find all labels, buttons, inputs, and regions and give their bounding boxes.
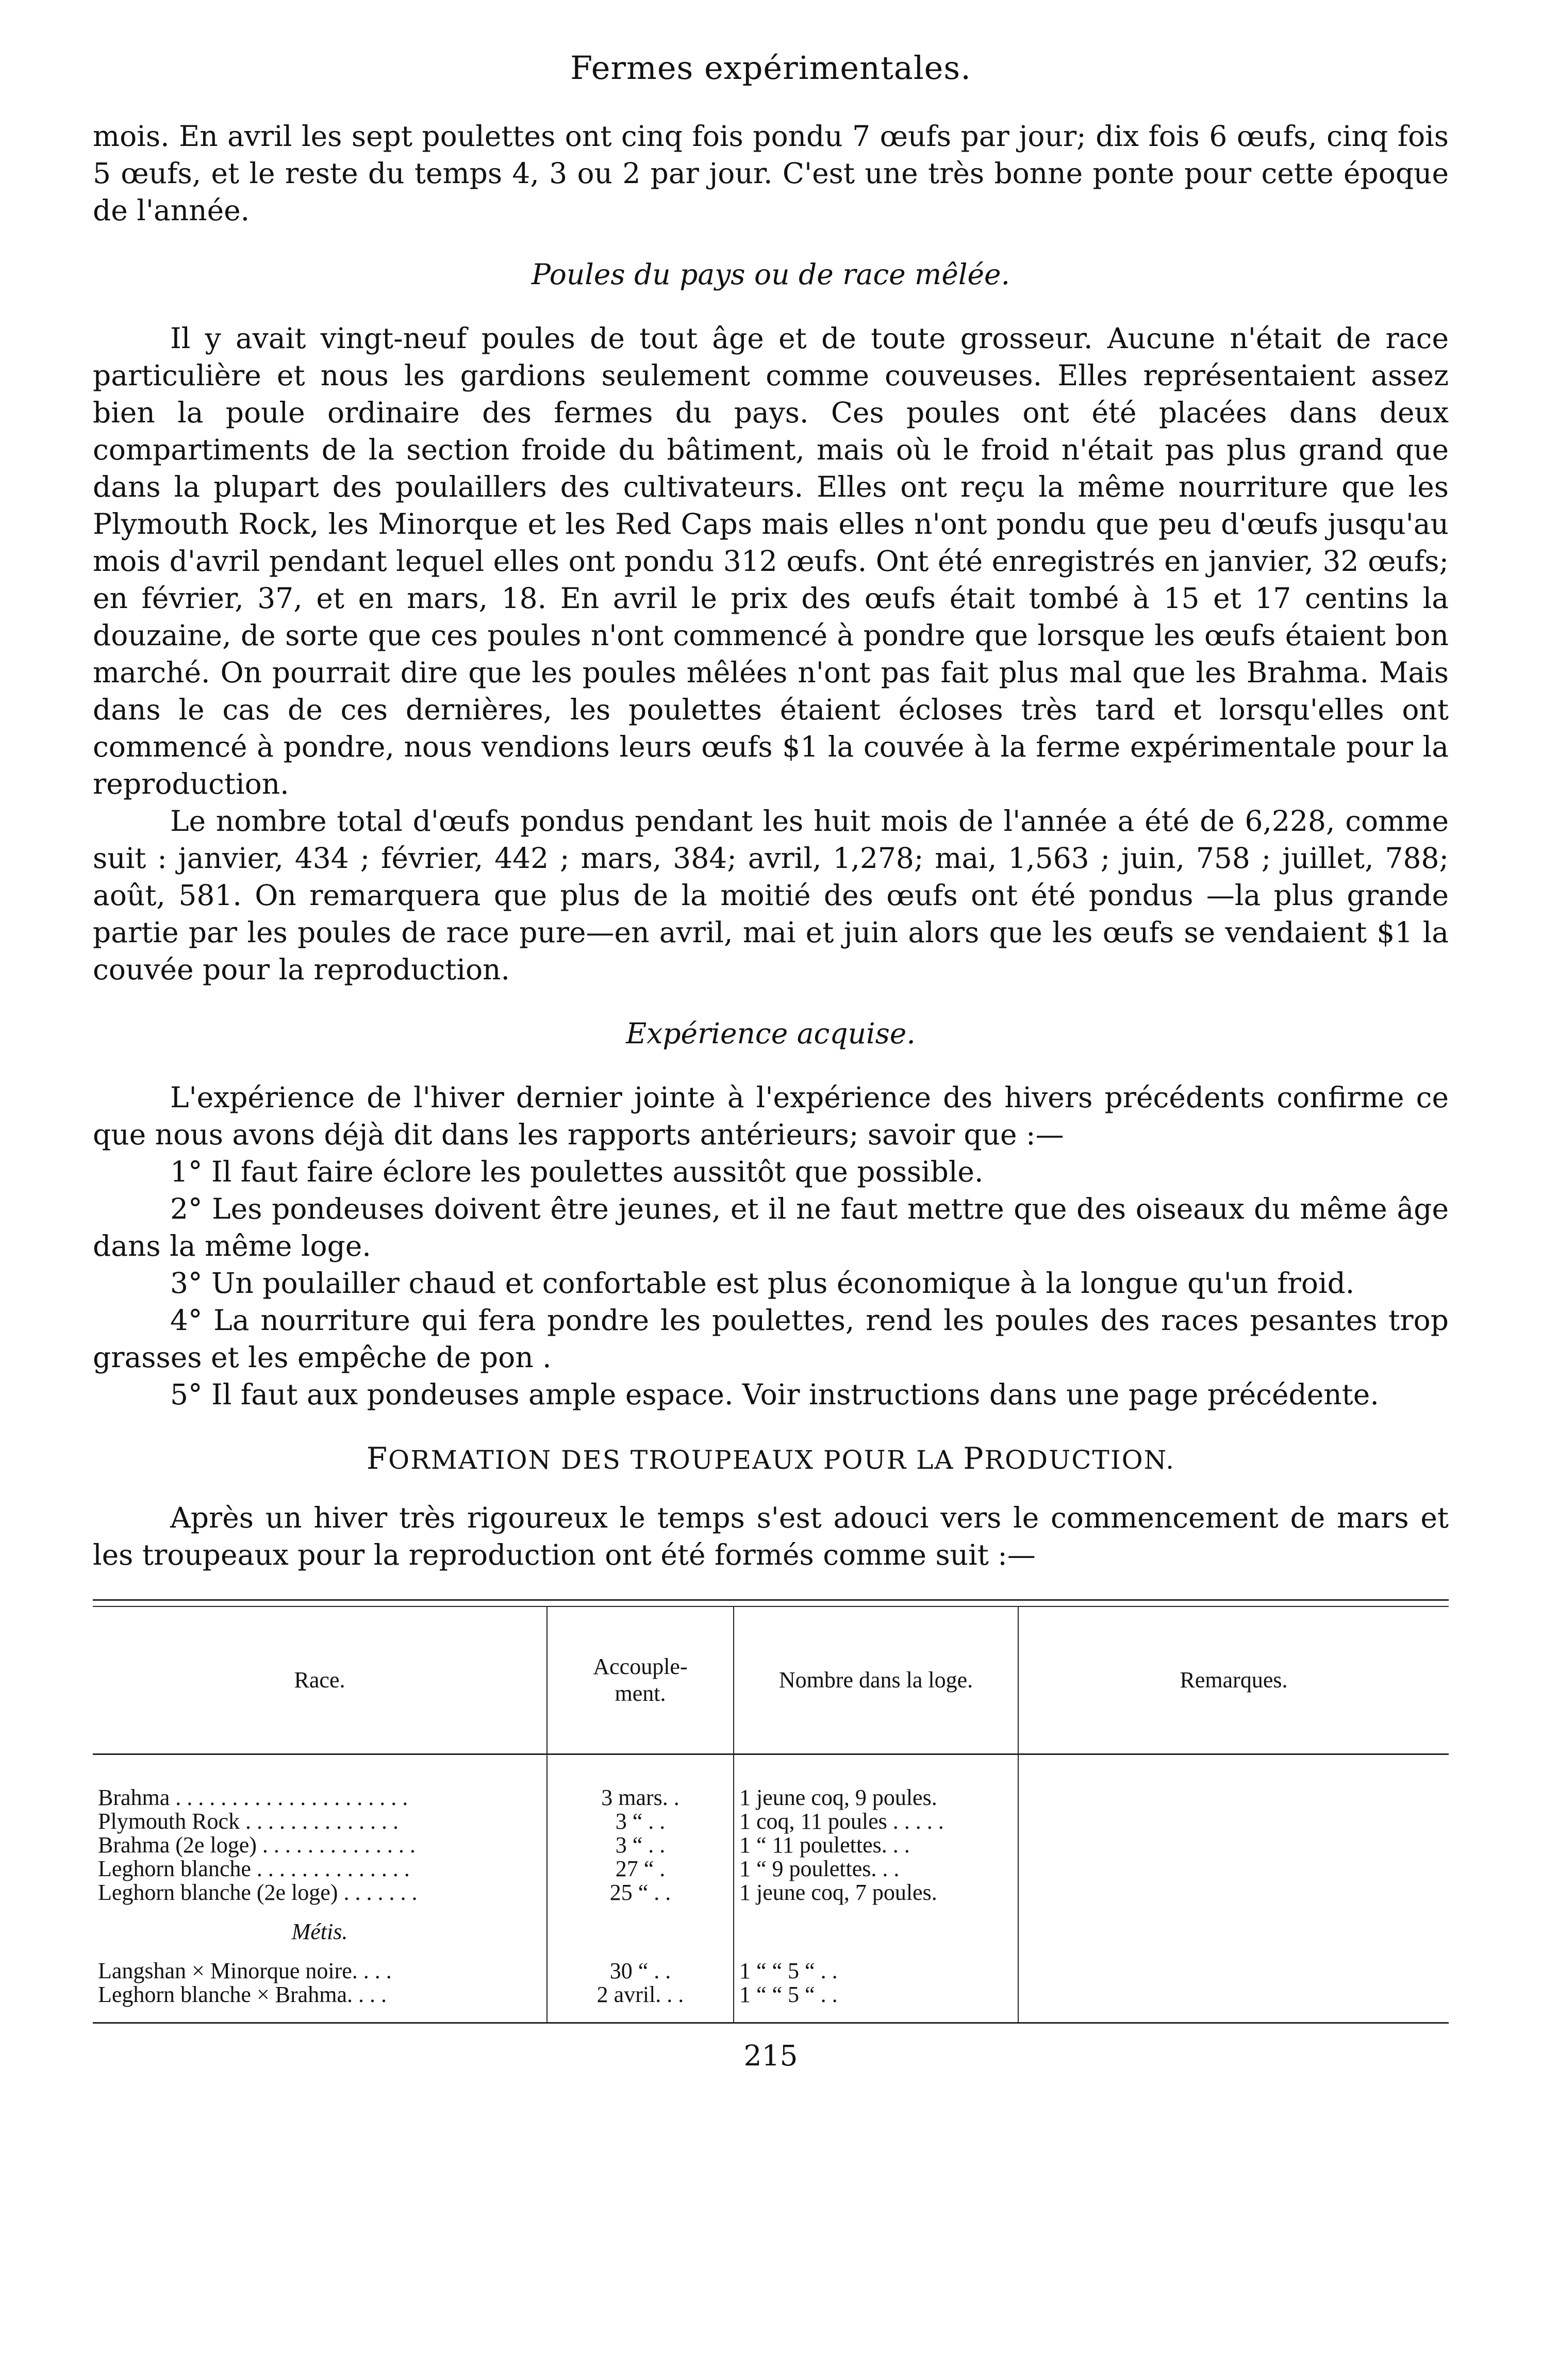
cell-race: Leghorn blanche (2e loge) . . . . . . .	[98, 1880, 418, 1905]
paragraph-top: mois. En avril les sept poulettes ont cinq fois pondu 7 œufs par jour; dix fois 6 œufs, cinq fois 5 œufs, et le reste du temps 4, 3 ou 2 par jour. C'est une très bonne ponte pour cette époque de l'année.	[93, 120, 1449, 227]
title-rest-1: ORMATION DES TROUPEAUX POUR LA	[388, 1445, 964, 1475]
cell-race: Brahma . . . . . . . . . . . . . . . . . . . . .	[98, 1785, 408, 1810]
cell-acc: 30 “ . .	[547, 1959, 734, 1983]
table-row	[93, 1983, 1449, 2022]
cell-race: Plymouth Rock . . . . . . . . . . . . . .	[98, 1809, 399, 1834]
cell-nombre: 1 “ “ 5 “ . .	[734, 1959, 1018, 1983]
cell-acc: 3 “ . .	[547, 1810, 734, 1833]
page	[93, 49, 1449, 2072]
header-accouplement: Accouple- ment.	[547, 1607, 734, 1754]
paragraph-experience-intro: L'expérience de l'hiver dernier jointe à l'expérience des hivers précédents confirme ce que nous avons déjà dit dans les rapports antérieurs; savoir que :—	[93, 1081, 1449, 1151]
cell-remarques	[1018, 1857, 1449, 1881]
header-nombre: Nombre dans la loge.	[734, 1607, 1018, 1754]
cell-race: Leghorn blanche . . . . . . . . . . . . . .	[98, 1856, 410, 1881]
cell-remarques	[1018, 1833, 1449, 1857]
cell-nombre: 1 “ 9 poulettes. . .	[734, 1857, 1018, 1881]
cell-nombre: 1 jeune coq, 7 poules.	[734, 1881, 1018, 1905]
cell-remarques	[1018, 1881, 1449, 1905]
cell-acc: 25 “ . .	[547, 1881, 734, 1905]
list-item-3: 3° Un poulailler chaud et confortable est plus économique à la longue qu'un froid.	[170, 1267, 1355, 1300]
table-row	[93, 1959, 1449, 1983]
list-item-5: 5° Il faut aux pondeuses ample espace. Voir instructions dans une page précédente.	[170, 1378, 1379, 1411]
title-cap-2: P	[963, 1441, 985, 1476]
list-item-1: 1° Il faut faire éclore les poulettes aussitôt que possible.	[170, 1155, 984, 1188]
cell-nombre: 1 “ “ 5 “ . .	[734, 1983, 1018, 2022]
cell-remarques	[1018, 1905, 1449, 1959]
page-number: 215	[743, 2039, 798, 2072]
title-cap-1: F	[366, 1441, 389, 1476]
cell-nombre: 1 coq, 11 poules . . . . .	[734, 1810, 1018, 1833]
section-title-formation	[93, 1440, 1449, 1479]
section-title-experience: Expérience acquise.	[626, 1017, 916, 1050]
page-header-title: Fermes expérimentales.	[570, 49, 971, 87]
title-rest-2: RODUCTION.	[984, 1445, 1175, 1475]
table-row	[93, 1833, 1449, 1857]
cell-remarques	[1018, 1754, 1449, 1810]
paragraph-formation-intro: Après un hiver très rigoureux le temps s'est adouci vers le commencement de mars et les troupeaux pour la reproduction ont été formés comme suit :—	[93, 1501, 1449, 1571]
cell-nombre: 1 “ 11 poulettes. . .	[734, 1833, 1018, 1857]
table-row	[93, 1881, 1449, 1905]
cell-nombre: 1 jeune coq, 9 poules.	[734, 1754, 1018, 1810]
breeding-table-grid	[93, 1607, 1449, 2022]
cell-acc: 3 “ . .	[547, 1833, 734, 1857]
cell-acc: 2 avril. . .	[547, 1983, 734, 2022]
cell-acc: 27 “ .	[547, 1857, 734, 1881]
header-race: Race.	[93, 1607, 547, 1754]
cell-acc	[547, 1905, 734, 1959]
metis-label: Métis.	[291, 1919, 348, 1944]
table-row	[93, 1754, 1449, 1810]
table-row	[93, 1810, 1449, 1833]
cell-race: Leghorn blanche × Brahma. . . .	[98, 1982, 387, 2007]
table-row	[93, 1857, 1449, 1881]
list-item-2: 2° Les pondeuses doivent être jeunes, et il ne faut mettre que des oiseaux du même âge dans la même loge.	[93, 1192, 1449, 1262]
table-bottom-rule	[93, 2022, 1449, 2024]
table-header-row	[93, 1607, 1449, 1754]
paragraph-poules-du-pays: Il y avait vingt-neuf poules de tout âge et de toute grosseur. Aucune n'était de race particulière et nous les gardions seulement comme couveuses. Elles représentaient assez bien la poule ordinaire des fermes du pays. Ces poules ont été placées dans deux compartiments de la section froide du bâtiment, mais où le froid n'était pas plus grand que dans la plupart des poulaillers des cultivateurs. Elles ont reçu la même nourriture que les Plymouth Rock, les Minorque et les Red Caps mais elles n'ont pondu que peu d'œufs jusqu'au mois d'avril pendant lequel elles ont pondu 312 œufs. Ont été enregistrés en janvier, 32 œufs; en février, 37, et en mars, 18. En avril le prix des œufs était tombé à 15 et 17 centins la douzaine, de sorte que ces poules n'ont commencé à pondre que lorsque les œufs étaient bon marché. On pourrait dire que les poules mêlées n'ont pas fait plus mal que les Brahma. Mais dans le cas de ces dernières, les poulettes étaient écloses très tard et lorsqu'elles ont commencé à pondre, nous vendions leurs œufs $1 la couvée à la ferme expérimentale pour la reproduction.	[93, 322, 1449, 800]
breeding-table	[93, 1599, 1449, 2024]
paragraph-nombre-oeufs: Le nombre total d'œufs pondus pendant les huit mois de l'année a été de 6,228, comme suit : janvier, 434 ; février, 442 ; mars, 384; avril, 1,278; mai, 1,563 ; juin, 758 ; juillet, 788; août, 581. On remarquera que plus de la moitié des œufs ont été pondus —la plus grande partie par les poules de race pure—en avril, mai et juin alors que les œufs se vendaient $1 la couvée pour la reproduction.	[93, 805, 1449, 986]
cell-remarques	[1018, 1983, 1449, 2022]
cell-remarques	[1018, 1959, 1449, 1983]
cell-nombre	[734, 1905, 1018, 1959]
list-item-4: 4° La nourriture qui fera pondre les poulettes, rend les poules des races pesantes trop grasses et les empêche de pon .	[93, 1304, 1449, 1374]
table-row-metis-label	[93, 1905, 1449, 1959]
section-title-poules-du-pays: Poules du pays ou de race mêlée.	[531, 258, 1010, 291]
header-remarques: Remarques.	[1018, 1607, 1449, 1754]
cell-race: Brahma (2e loge) . . . . . . . . . . . . . .	[98, 1832, 416, 1858]
cell-race: Langshan × Minorque noire. . . .	[98, 1958, 392, 1983]
cell-remarques	[1018, 1810, 1449, 1833]
cell-acc: 3 mars. .	[547, 1754, 734, 1810]
